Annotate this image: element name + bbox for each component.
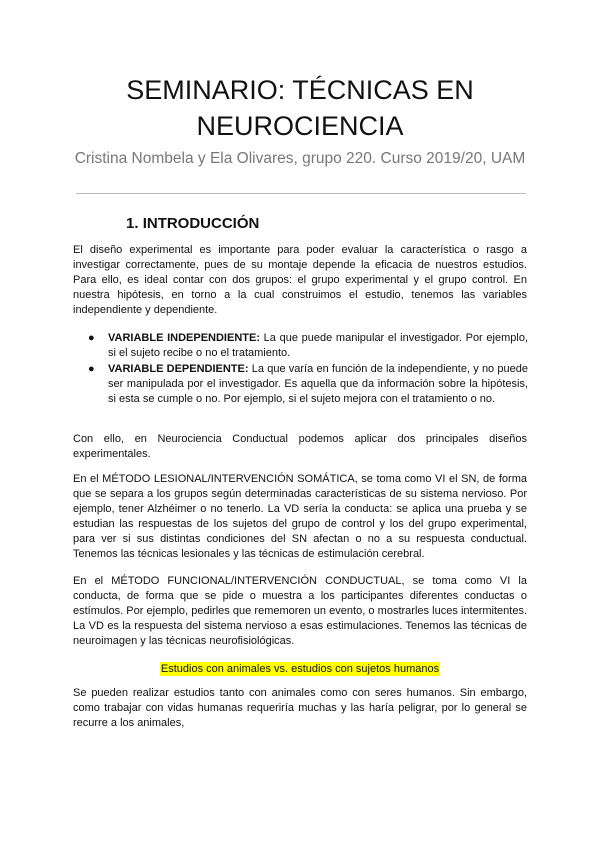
paragraph-functional-method: En el MÉTODO FUNCIONAL/INTERVENCIÓN CONDUCTUAL, se toma como VI la conducta, de forma que se pide o muestra a los participantes diferentes conductas o estímulos. Por ejemplo, pedirles que rememoren un evento, o mostrarles luces intermitentes. La VD es la respuesta del sistema nervioso a esas estimulaciones. Tenemos las técnicas de neuroimagen y las técnicas neurofisiológicas. — [73, 575, 527, 647]
list-item — [88, 331, 528, 361]
title-line-2: NEUROCIENCIA — [196, 111, 404, 141]
bullet-icon: ● — [88, 332, 95, 344]
list-item-text: La que puede manipular el investigador. Por ejemplo, si el sujeto recibe o no el tratamiento. — [108, 332, 528, 359]
variables-list — [88, 331, 528, 408]
list-item-term: VARIABLE INDEPENDIENTE: — [108, 332, 260, 344]
paragraph-lesional-method: En el MÉTODO LESIONAL/INTERVENCIÓN SOMÁTICA, se toma como VI el SN, de forma que se separa a los grupos según determinadas características de su sistema nervioso. Por ejemplo, tener Alzhéimer o no tenerlo. La VD sería la conducta: se aplica una prueba y se estudian las respuestas de los sujetos del grupo de control y los del grupo experimental, para ver si sus distintas condiciones del SN afectan o no a su respuesta conductual. Tenemos las técnicas lesionales y las técnicas de estimulación cerebral. — [73, 473, 527, 560]
section-title: INTRODUCCIÓN — [142, 215, 260, 232]
subheading-container — [0, 659, 600, 677]
document-title — [0, 72, 600, 144]
list-item-term: VARIABLE DEPENDIENTE: — [108, 363, 249, 375]
highlighted-subheading: Estudios con animales vs. estudios con sujetos humanos — [160, 663, 440, 675]
list-item — [88, 362, 528, 407]
bullet-icon: ● — [88, 363, 95, 375]
horizontal-divider — [76, 193, 526, 194]
paragraph-animals: Se pueden realizar estudios tanto con animales como con seres humanos. Sin embargo, como trabajar con vidas humanas requeriría muchas y las haría peligrar, por lo general se recurre a los animales, — [73, 687, 527, 729]
title-line-1: SEMINARIO: TÉCNICAS EN — [126, 75, 474, 105]
document-subtitle: Cristina Nombela y Ela Olivares, grupo 220. Curso 2019/20, UAM — [74, 150, 526, 167]
section-heading — [126, 215, 259, 232]
section-number: 1. — [126, 215, 139, 232]
paragraph-designs: Con ello, en Neurociencia Conductual podemos aplicar dos principales diseños experimentales. — [73, 433, 527, 460]
list-item-text: La que varía en función de la independiente, y no puede ser manipulada por el investigador. Es aquella que da información sobre la hipótesis, si esta se cumple o no. Por ejemplo, si el sujeto mejora con el tratamiento o no. — [108, 363, 528, 405]
intro-paragraph: El diseño experimental es importante para poder evaluar la característica o rasgo a investigar correctamente, pues de su montaje depende la eficacia de nuestros estudios. Para ello, es ideal contar con dos grupos: el grupo experimental y el grupo control. En nuestra hipótesis, en torno a la cual construimos el estudio, tenemos las variables independiente y dependiente. — [73, 244, 527, 316]
